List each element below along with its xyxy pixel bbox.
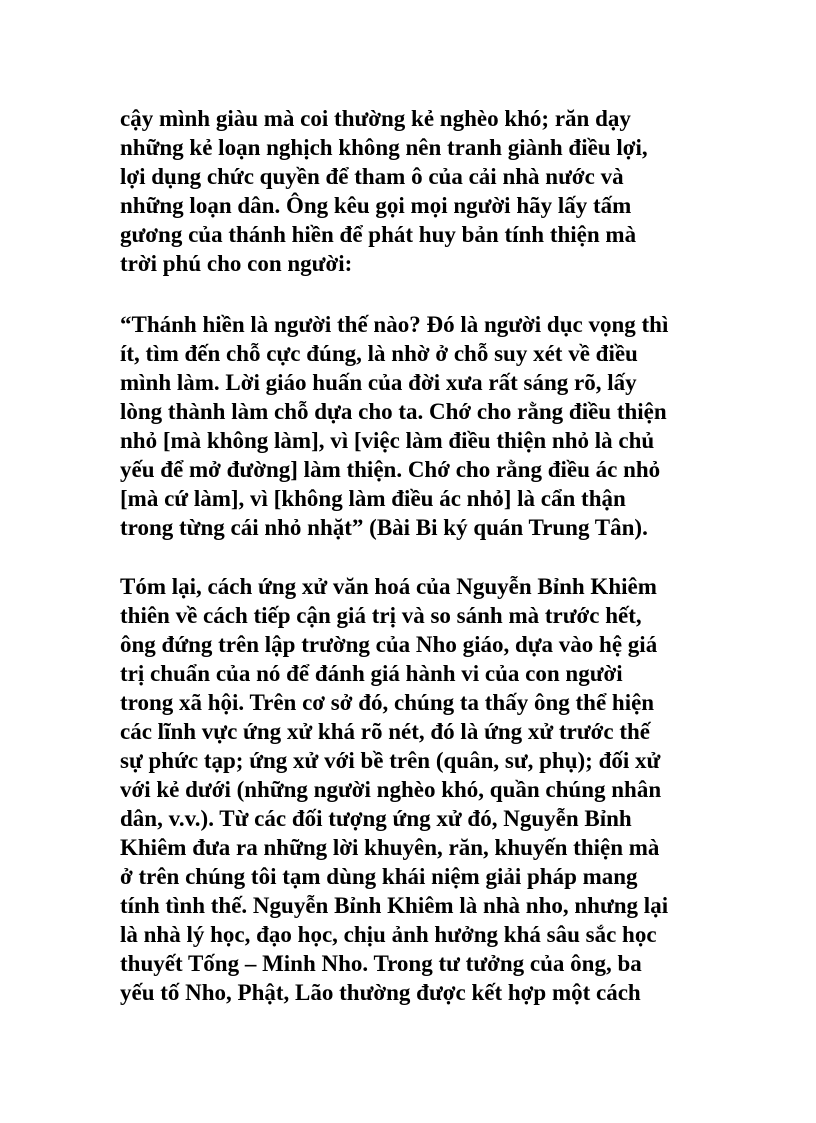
- text-line: ít, tìm đến chỗ cực đúng, là nhờ ở chỗ suy xét về điều: [120, 341, 638, 366]
- text-line: các lĩnh vực ứng xử khá rõ nét, đó là ứng xử trước thế: [120, 719, 650, 744]
- text-line: trong xã hội. Trên cơ sở đó, chúng ta thấy ông thể hiện: [120, 690, 655, 715]
- text-line: với kẻ dưới (những người nghèo khó, quần chúng nhân: [120, 777, 662, 802]
- text-line: trị chuẩn của nó để đánh giá hành vi của con người: [120, 661, 623, 686]
- text-line: yếu để mở đường] làm thiện. Chớ cho rằng điều ác nhỏ: [120, 457, 661, 482]
- text-line: sự phức tạp; ứng xử với bề trên (quân, sư, phụ); đối xử: [120, 748, 661, 773]
- paragraph-2: [120, 310, 720, 542]
- text-line: ở trên chúng tôi tạm dùng khái niệm giải pháp mang: [120, 864, 638, 889]
- text-line: Tóm lại, cách ứng xử văn hoá của Nguyễn Bỉnh Khiêm: [120, 574, 657, 599]
- text-line: cậy mình giàu mà coi thường kẻ nghèo khó; răn dạy: [120, 106, 631, 131]
- text-line: yếu tố Nho, Phật, Lão thường được kết hợp một cách: [120, 980, 641, 1005]
- text-line: dân, v.v.). Từ các đối tượng ứng xử đó, Nguyễn Bỉnh: [120, 806, 632, 831]
- text-line: ông đứng trên lập trường của Nho giáo, dựa vào hệ giá: [120, 632, 658, 657]
- text-line: nhỏ [mà không làm], vì [việc làm điều thiện nhỏ là chủ: [120, 428, 655, 453]
- text-line: tính tình thế. Nguyễn Bỉnh Khiêm là nhà nho, nhưng lại: [120, 893, 669, 918]
- text-line: [mà cứ làm], vì [không làm điều ác nhỏ] là cẩn thận: [120, 486, 626, 511]
- text-line: gương của thánh hiền để phát huy bản tính thiện mà: [120, 222, 637, 247]
- text-line: Khiêm đưa ra những lời khuyên, răn, khuyến thiện mà: [120, 835, 660, 860]
- paragraph-3: [120, 572, 720, 1007]
- text-line: lợi dụng chức quyền để tham ô của cải nhà nước và: [120, 164, 624, 189]
- text-line: trong từng cái nhỏ nhặt” (Bài Bi ký quán Trung Tân).: [120, 515, 648, 540]
- text-line: mình làm. Lời giáo huấn của đời xưa rất sáng rõ, lấy: [120, 370, 637, 395]
- text-line: “Thánh hiền là người thế nào? Đó là người dục vọng thì: [120, 312, 669, 337]
- text-line: thiên về cách tiếp cận giá trị và so sánh mà trước hết,: [120, 603, 642, 628]
- text-line: là nhà lý học, đạo học, chịu ảnh hưởng khá sâu sắc học: [120, 922, 657, 947]
- text-line: trời phú cho con người:: [120, 251, 353, 276]
- text-line: những loạn dân. Ông kêu gọi mọi người hãy lấy tấm: [120, 193, 632, 218]
- text-line: những kẻ loạn nghịch không nên tranh giành điều lợi,: [120, 135, 648, 160]
- text-line: thuyết Tống – Minh Nho. Trong tư tưởng của ông, ba: [120, 951, 642, 976]
- paragraph-1: [120, 104, 720, 278]
- text-line: lòng thành làm chỗ dựa cho ta. Chớ cho rằng điều thiện: [120, 399, 667, 424]
